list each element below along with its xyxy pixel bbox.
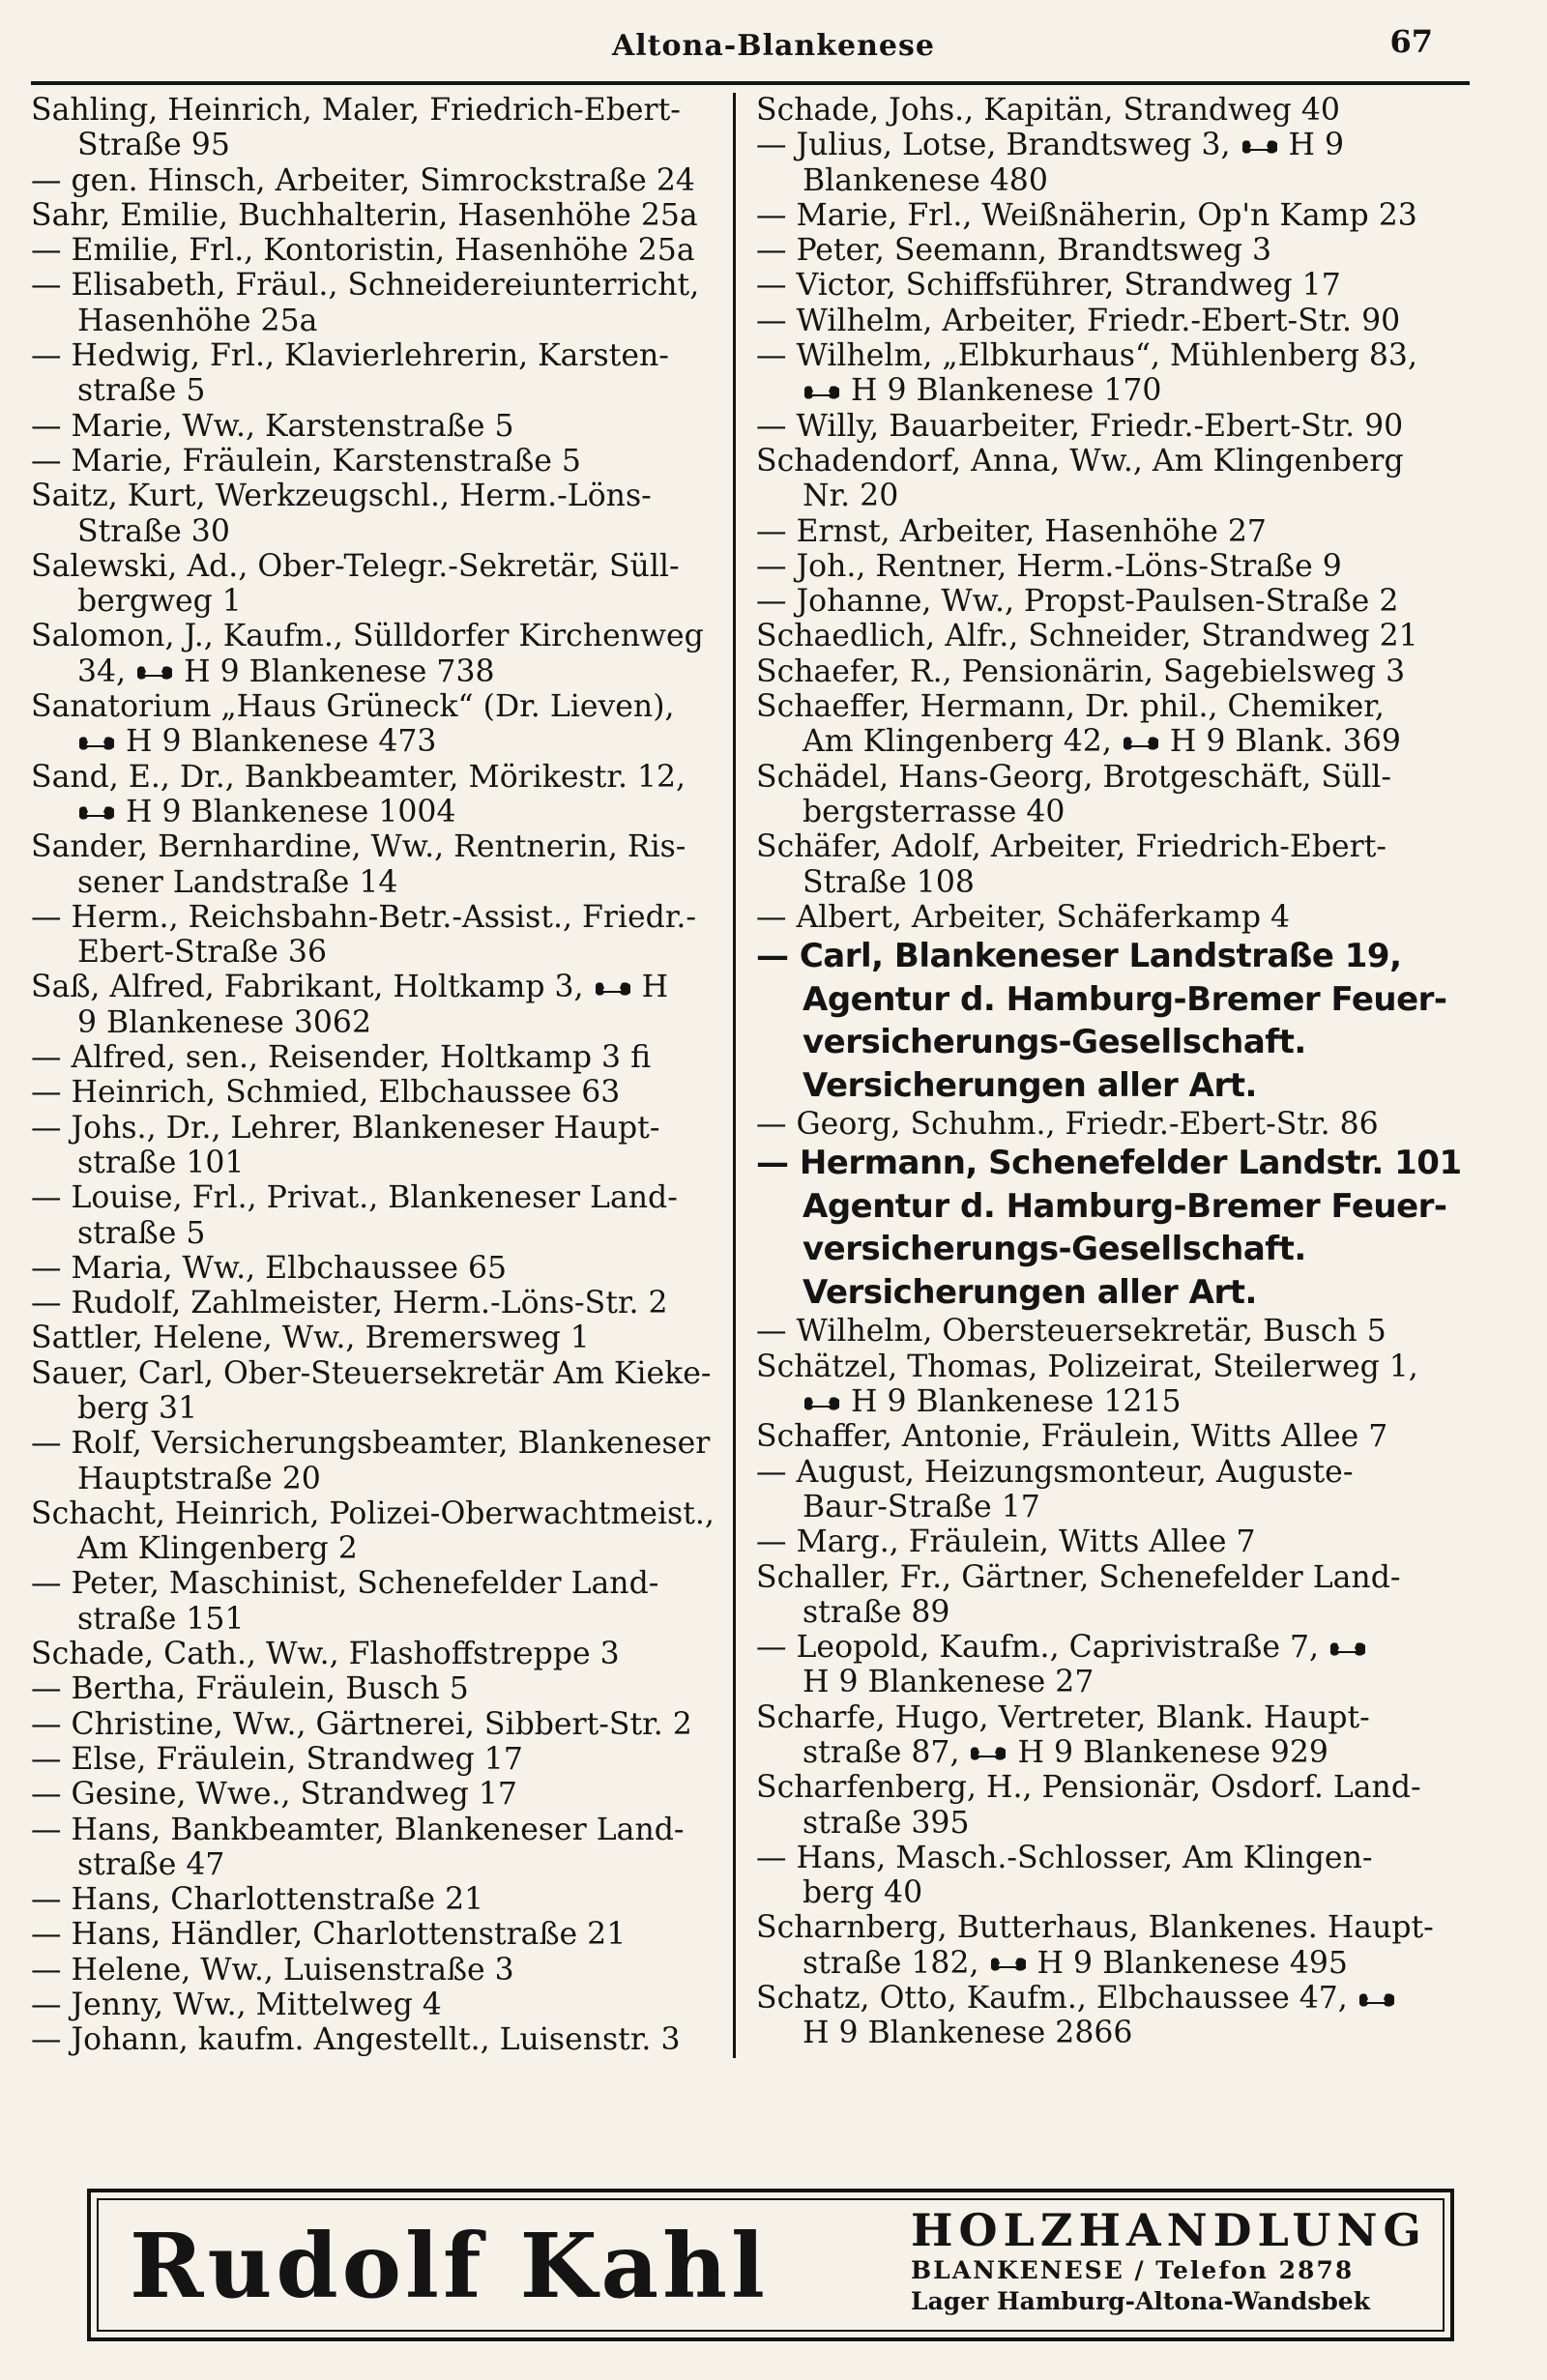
right-column	[756, 93, 1472, 2051]
entry-line: — Marie, Frl., Weißnäherin, Op'n Kamp 23	[756, 197, 1417, 233]
directory-entry	[31, 1426, 727, 1496]
directory-entry	[756, 128, 1472, 198]
advert-entry	[756, 1142, 1472, 1314]
entry-line: Sahr, Emilie, Buchhalterin, Hasenhöhe 25a	[31, 197, 698, 233]
entry-line: Straße 30	[77, 513, 230, 549]
entry-line: straße 151	[77, 1601, 245, 1637]
telephone-handset-icon	[77, 803, 116, 823]
entry-line: — Leopold, Kaufm., Caprivistraße 7,	[756, 1630, 1472, 1665]
directory-entry	[31, 479, 727, 549]
entry-line: Sauer, Carl, Ober-Steuersekretär Am Kieke-	[31, 1355, 712, 1391]
entry-line: — Else, Fräulein, Strandweg 17	[31, 1741, 523, 1777]
directory-entry	[31, 1953, 727, 1988]
directory-entry	[756, 829, 1472, 900]
directory-entry	[31, 619, 727, 689]
directory-entry	[31, 1637, 727, 1671]
entry-line: Saitz, Kurt, Werkzeugschl., Herm.-Löns-	[31, 479, 652, 514]
entry-line: — Willy, Bauarbeiter, Friedr.-Ebert-Str. 90	[756, 408, 1404, 444]
entry-line: H 9 Blankenese 1004	[31, 795, 727, 829]
entry-line: — Julius, Lotse, Brandtsweg 3, H 9	[756, 128, 1345, 163]
advertisement-details	[911, 2206, 1427, 2316]
directory-entry	[756, 304, 1472, 338]
directory-entry	[31, 760, 727, 830]
advertisement-location-phone: BLANKENESE / Telefon 2878	[911, 2256, 1355, 2284]
entry-line: Sahling, Heinrich, Maler, Friedrich-Ebert-	[31, 93, 681, 128]
entry-line: Salewski, Ad., Ober-Telegr.-Sekretär, Süll-	[31, 548, 680, 584]
directory-entry	[756, 654, 1472, 689]
entry-line: — Albert, Arbeiter, Schäferkamp 4	[756, 899, 1291, 935]
directory-entry	[31, 1356, 727, 1427]
directory-entry	[756, 1630, 1472, 1700]
entry-line: Sander, Bernhardine, Ww., Rentnerin, Ris-	[31, 829, 686, 865]
entry-line: Scharfe, Hugo, Vertreter, Blank. Haupt-	[756, 1699, 1370, 1735]
entry-line: Schadendorf, Anna, Ww., Am Klingenberg	[756, 443, 1404, 479]
entry-line: — Marie, Ww., Karstenstraße 5	[31, 408, 514, 444]
entry-line: — Heinrich, Schmied, Elbchaussee 63	[31, 1075, 621, 1111]
directory-entry	[31, 233, 727, 268]
telephone-handset-icon	[969, 1744, 1007, 1763]
advertisement-trade: HOLZHANDLUNG	[911, 2204, 1427, 2256]
directory-entry	[756, 1107, 1472, 1142]
entry-line: — Victor, Schiffsführer, Strandweg 17	[756, 268, 1341, 304]
directory-entry	[756, 1419, 1472, 1454]
directory-entry	[31, 1286, 727, 1321]
advertisement-box	[87, 2189, 1454, 2341]
entry-line: — Hedwig, Frl., Klavierlehrerin, Karsten-	[31, 338, 669, 374]
directory-entry	[756, 233, 1472, 268]
entry-line: Hauptstraße 20	[77, 1461, 321, 1496]
entry-line: — Marg., Fräulein, Witts Allee 7	[756, 1524, 1256, 1560]
entry-line: versicherungs-Gesellschaft.	[803, 1023, 1306, 1062]
entry-line: — August, Heizungsmonteur, Auguste-	[756, 1454, 1354, 1490]
entry-line: — Jenny, Ww., Mittelweg 4	[31, 1988, 442, 2023]
directory-entry	[756, 1770, 1472, 1841]
telephone-handset-icon	[989, 1955, 1028, 1974]
entry-line: Sand, E., Dr., Bankbeamter, Mörikestr. 12,	[31, 759, 686, 795]
entry-line: versicherungs-Gesellschaft.	[803, 1230, 1306, 1269]
directory-entry	[756, 1841, 1472, 1911]
page-number: 67	[1389, 23, 1433, 60]
entry-line: — Wilhelm, Arbeiter, Friedr.-Ebert-Str. 90	[756, 303, 1401, 338]
entry-line: — Joh., Rentner, Herm.-Löns-Straße 9	[756, 548, 1342, 584]
directory-entry	[756, 514, 1472, 549]
entry-line: Ebert-Straße 36	[77, 935, 328, 971]
entry-line: Straße 95	[77, 128, 230, 163]
directory-entry	[31, 1040, 727, 1075]
column-divider	[733, 93, 736, 2058]
telephone-handset-icon	[1122, 734, 1160, 753]
entry-line: — Hans, Händler, Charlottenstraße 21	[31, 1917, 627, 1953]
entry-line: Salomon, J., Kaufm., Sülldorfer Kirchenweg	[31, 619, 704, 654]
directory-entry	[31, 2022, 727, 2057]
entry-line: 34, H 9 Blankenese 738	[77, 653, 495, 689]
entry-line: Sattler, Helene, Ww., Bremersweg 1	[31, 1321, 590, 1356]
entry-line: H 9 Blankenese 27	[803, 1665, 1095, 1700]
entry-line: Schädel, Hans-Georg, Brotgeschäft, Süll-	[756, 759, 1392, 795]
directory-entry	[756, 93, 1472, 128]
entry-line: — Gesine, Wwe., Strandweg 17	[31, 1777, 517, 1813]
directory-entry	[31, 163, 727, 198]
directory-entry	[31, 1111, 727, 1181]
entry-line: Schatz, Otto, Kaufm., Elbchaussee 47,	[756, 1981, 1472, 2016]
entry-line: Schade, Cath., Ww., Flashoffstreppe 3	[31, 1637, 620, 1672]
entry-line: Baur-Straße 17	[803, 1489, 1040, 1524]
directory-entry	[31, 1707, 727, 1742]
directory-entry	[31, 1251, 727, 1286]
entry-line: straße 89	[803, 1594, 950, 1630]
telephone-handset-icon	[803, 383, 841, 402]
directory-entry	[756, 338, 1472, 409]
directory-entry	[756, 1455, 1472, 1525]
entry-line: Schaffer, Antonie, Fräulein, Witts Allee 7	[756, 1419, 1388, 1455]
directory-entry	[756, 1350, 1472, 1420]
directory-entry	[31, 409, 727, 444]
telephone-handset-icon	[77, 734, 116, 753]
entry-line: — Herm., Reichsbahn-Betr.-Assist., Friedr.-	[31, 899, 697, 935]
entry-line: — Elisabeth, Fräul., Schneidereiunterricht,	[31, 268, 700, 304]
entry-line: — Marie, Fräulein, Karstenstraße 5	[31, 443, 581, 479]
entry-line: — Johann, kaufm. Angestellt., Luisenstr. 3	[31, 2022, 681, 2058]
telephone-handset-icon	[594, 979, 632, 999]
entry-line: — Hans, Bankbeamter, Blankeneser Land-	[31, 1812, 685, 1847]
advert-entry	[756, 935, 1472, 1107]
directory-entry	[31, 1671, 727, 1706]
left-column	[31, 93, 727, 2058]
directory-entry	[31, 1075, 727, 1110]
advertisement-warehouses: Lager Hamburg-Altona-Wandsbek	[911, 2287, 1371, 2315]
entry-line: Agentur d. Hamburg-Bremer Feuer-	[803, 1186, 1447, 1226]
entry-line: Schaefer, R., Pensionärin, Sagebielsweg 3	[756, 653, 1406, 689]
directory-entry	[31, 198, 727, 233]
directory-entry	[756, 1700, 1472, 1771]
entry-line: — Emilie, Frl., Kontoristin, Hasenhöhe 25a	[31, 233, 695, 269]
entry-line: Schaedlich, Alfr., Schneider, Strandweg 21	[756, 619, 1418, 654]
entry-line: bergweg 1	[77, 584, 242, 620]
entry-line: H 9 Blankenese 1215	[756, 1384, 1472, 1419]
entry-line: 9 Blankenese 3062	[77, 1004, 371, 1040]
entry-line: — Carl, Blankeneser Landstraße 19,	[756, 937, 1402, 976]
entry-line: — Hermann, Schenefelder Landstr. 101	[756, 1144, 1462, 1183]
entry-line: Schaller, Fr., Gärtner, Schenefelder Land-	[756, 1559, 1401, 1595]
telephone-handset-icon	[803, 1394, 841, 1413]
directory-entry	[31, 689, 727, 760]
entry-line: Schäfer, Adolf, Arbeiter, Friedrich-Ebert-	[756, 829, 1386, 865]
entry-line: — Wilhelm, „Elbkurhaus“, Mühlenberg 83,	[756, 338, 1417, 374]
entry-line: Schätzel, Thomas, Polizeirat, Steilerweg 1,	[756, 1349, 1418, 1384]
directory-entry	[756, 1560, 1472, 1631]
entry-line: — Peter, Maschinist, Schenefelder Land-	[31, 1566, 659, 1602]
directory-entry	[31, 1917, 727, 1952]
telephone-handset-icon	[1328, 1640, 1367, 1659]
header-rule	[31, 81, 1470, 85]
entry-line: — Maria, Ww., Elbchaussee 65	[31, 1250, 508, 1286]
entry-line: berg 31	[77, 1390, 198, 1426]
running-title: Altona-Blankenese	[612, 29, 935, 63]
entry-line: straße 395	[803, 1805, 970, 1841]
entry-line: bergsterrasse 40	[803, 794, 1065, 829]
entry-line: Am Klingenberg 42, H 9 Blank. 369	[803, 724, 1401, 760]
entry-line: H 9 Blankenese 473	[31, 724, 727, 759]
entry-line: straße 5	[77, 1215, 206, 1251]
entry-line: — Rolf, Versicherungsbeamter, Blankeneser	[31, 1426, 711, 1462]
entry-line: Schacht, Heinrich, Polizei-Oberwachtmeist.,	[31, 1495, 715, 1531]
directory-entry	[756, 1524, 1472, 1559]
entry-line: — gen. Hinsch, Arbeiter, Simrockstraße 24	[31, 162, 695, 198]
directory-entry	[31, 1882, 727, 1917]
directory-entry	[756, 584, 1472, 619]
directory-entry	[756, 444, 1472, 514]
directory-entry	[756, 619, 1472, 653]
entry-line: — Alfred, sen., Reisender, Holtkamp 3 fi	[31, 1040, 652, 1076]
entry-line: straße 101	[77, 1145, 245, 1180]
entry-line: — Helene, Ww., Luisenstraße 3	[31, 1952, 514, 1988]
entry-line: — Louise, Frl., Privat., Blankeneser Land-	[31, 1180, 678, 1216]
directory-entry	[756, 1314, 1472, 1349]
entry-line: — Wilhelm, Obersteuersekretär, Busch 5	[756, 1314, 1386, 1350]
entry-line: Blankenese 480	[803, 162, 1048, 198]
entry-line: Versicherungen aller Art.	[803, 1065, 1257, 1105]
directory-entry	[31, 970, 727, 1040]
directory-entry	[31, 1496, 727, 1567]
directory-entry	[756, 549, 1472, 584]
directory-entry	[31, 338, 727, 409]
directory-entry	[756, 689, 1472, 760]
entry-line: Straße 108	[803, 864, 975, 900]
directory-entry	[31, 1777, 727, 1812]
entry-line: straße 5	[77, 373, 206, 409]
entry-line: Nr. 20	[803, 479, 899, 514]
entry-line: straße 87, H 9 Blankenese 929	[803, 1734, 1328, 1770]
directory-entry	[756, 268, 1472, 303]
directory-entry	[756, 409, 1472, 444]
entry-line: H 9 Blankenese 170	[756, 373, 1472, 408]
entry-line: sener Landstraße 14	[77, 864, 398, 900]
entry-line: H 9 Blankenese 2866	[803, 2016, 1133, 2051]
directory-entry	[756, 1981, 1472, 2051]
entry-line: — Hans, Masch.-Schlosser, Am Klingen-	[756, 1840, 1373, 1875]
directory-entry	[31, 1180, 727, 1251]
entry-line: Hasenhöhe 25a	[77, 303, 318, 338]
directory-entry	[31, 1321, 727, 1355]
entry-line: — Bertha, Fräulein, Busch 5	[31, 1671, 469, 1707]
entry-line: — Christine, Ww., Gärtnerei, Sibbert-Str. 2	[31, 1706, 692, 1742]
directory-entry	[31, 1742, 727, 1777]
telephone-handset-icon	[1357, 1990, 1396, 2010]
telephone-handset-icon	[135, 663, 174, 682]
entry-line: Schade, Johs., Kapitän, Strandweg 40	[756, 93, 1340, 128]
directory-entry	[31, 1988, 727, 2022]
telephone-handset-icon	[1241, 137, 1279, 157]
directory-entry	[31, 1813, 727, 1883]
entry-line: berg 40	[803, 1875, 923, 1911]
directory-entry	[31, 268, 727, 338]
entry-line: Scharnberg, Butterhaus, Blankenes. Haupt-	[756, 1910, 1434, 1946]
entry-line: — Peter, Seemann, Brandtsweg 3	[756, 233, 1272, 269]
entry-line: — Ernst, Arbeiter, Hasenhöhe 27	[756, 513, 1267, 549]
directory-entry	[31, 829, 727, 900]
entry-line: straße 182, H 9 Blankenese 495	[803, 1945, 1348, 1981]
directory-entry	[756, 1910, 1472, 1981]
directory-entry	[31, 900, 727, 971]
entry-line: — Georg, Schuhm., Friedr.-Ebert-Str. 86	[756, 1107, 1379, 1143]
directory-entry	[31, 1566, 727, 1637]
entry-line: Agentur d. Hamburg-Bremer Feuer-	[803, 979, 1447, 1019]
directory-entry	[31, 93, 727, 163]
directory-entry	[756, 760, 1472, 830]
entry-line: Schaeffer, Hermann, Dr. phil., Chemiker,	[756, 689, 1385, 725]
advertiser-name: Rudolf Kahl	[130, 2214, 770, 2318]
entry-line: Am Klingenberg 2	[77, 1531, 358, 1567]
entry-line: — Hans, Charlottenstraße 21	[31, 1882, 484, 1918]
entry-line: — Johs., Dr., Lehrer, Blankeneser Haupt-	[31, 1110, 660, 1146]
directory-entry	[31, 444, 727, 479]
entry-line: — Johanne, Ww., Propst-Paulsen-Straße 2	[756, 584, 1399, 620]
directory-entry	[756, 198, 1472, 233]
directory-entry	[31, 549, 727, 620]
entry-line: Versicherungen aller Art.	[803, 1272, 1257, 1312]
entry-line: Saß, Alfred, Fabrikant, Holtkamp 3, H	[31, 970, 669, 1005]
entry-line: — Rudolf, Zahlmeister, Herm.-Löns-Str. 2	[31, 1286, 668, 1321]
entry-line: Sanatorium „Haus Grüneck“ (Dr. Lieven),	[31, 689, 675, 725]
entry-line: Scharfenberg, H., Pensionär, Osdorf. Land-	[756, 1770, 1421, 1806]
entry-line: straße 47	[77, 1846, 225, 1882]
directory-entry	[756, 900, 1472, 935]
